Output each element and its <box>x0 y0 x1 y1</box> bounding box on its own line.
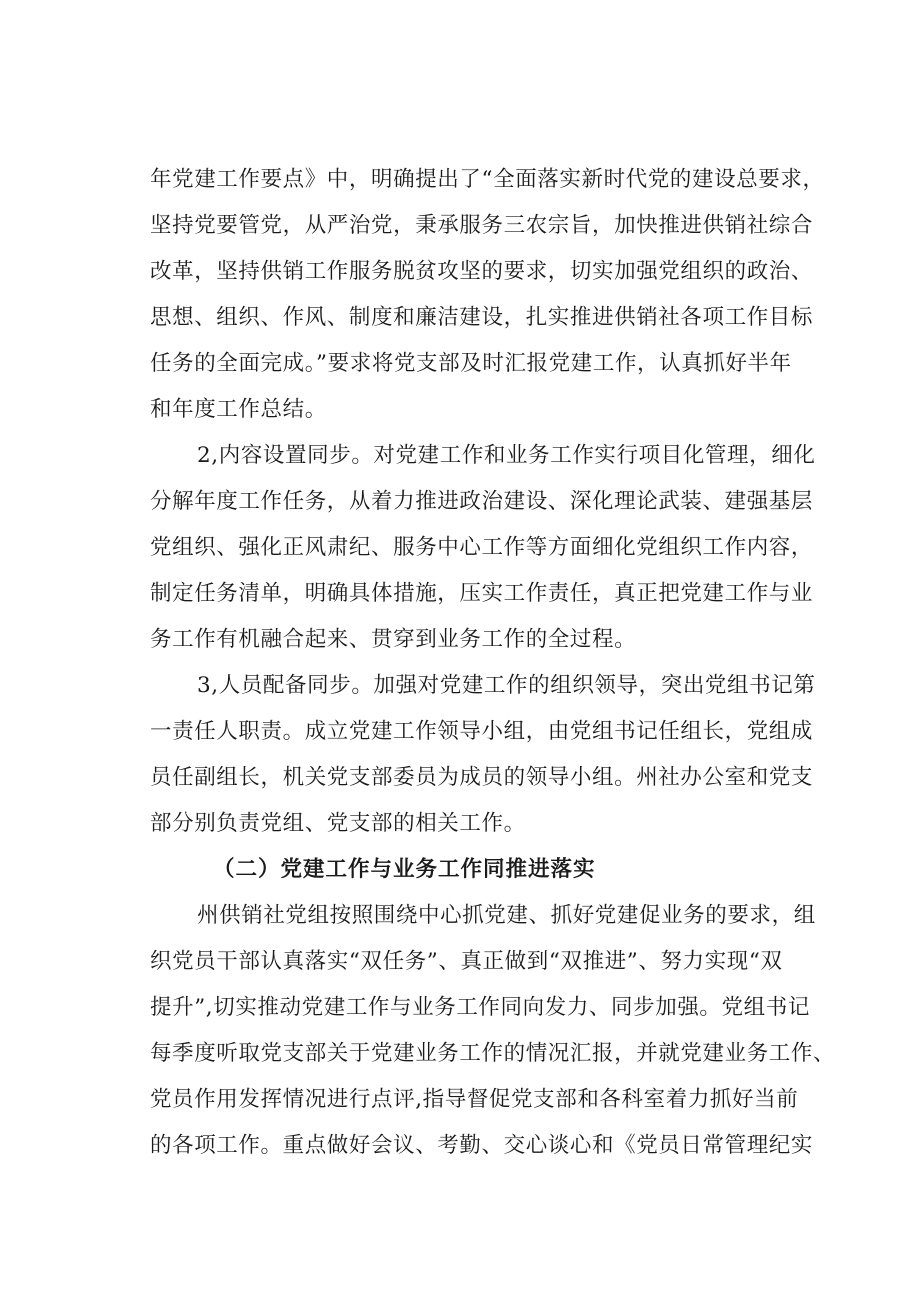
text-line: 员任副组长，机关党支部委员为成员的领导小组。州社办公室和党支 <box>150 765 814 790</box>
text-line: 提升”,切实推动党建工作与业务工作同向发力、同步加强。党组书记 <box>150 995 810 1020</box>
text-line: 每季度听取党支部关于党建业务工作的情况汇报，并就党建业务工作、 <box>150 1041 836 1066</box>
text-line: 州供销社党组按照围绕中心抓党建、抓好党建促业务的要求，组 <box>197 903 816 928</box>
section-heading: （二）党建工作与业务工作同推进落实 <box>213 857 596 882</box>
text-line: 部分别负责党组、党支部的相关工作。 <box>150 811 526 836</box>
text-line: 党组织、强化正风肃纪、服务中心工作等方面细化党组织工作内容， <box>150 535 814 560</box>
text-line: 改革，坚持供销工作服务脱贫攻坚的要求，切实加强党组织的政治、 <box>150 259 814 284</box>
text-line: 思想、组织、作风、制度和廉洁建设，扎实推进供销社各项工作目标 <box>150 305 814 330</box>
text-line: 任务的全面完成。”要求将党支部及时汇报党建工作，认真抓好半年 <box>150 351 792 376</box>
text-line: 2,内容设置同步。对党建工作和业务工作实行项目化管理，细化 <box>197 443 816 468</box>
text-line: 年党建工作要点》中，明确提出了“全面落实新时代党的建设总要求， <box>150 167 825 192</box>
text-line: 分解年度工作任务，从着力推进政治建设、深化理论武装、建强基层 <box>150 489 814 514</box>
text-line: 和年度工作总结。 <box>150 397 327 422</box>
text-line: 织党员干部认真落实“双任务”、真正做到“双推进”、努力实现“双 <box>150 949 783 974</box>
text-line: 一责任人职责。成立党建工作领导小组，由党组书记任组长，党组成 <box>150 719 814 744</box>
text-line: 的各项工作。重点做好会议、考勤、交心谈心和《党员日常管理纪实 <box>150 1133 814 1158</box>
text-line: 党员作用发挥情况进行点评,指导督促党支部和各科室着力抓好当前 <box>150 1087 799 1112</box>
text-line: 制定任务清单，明确具体措施，压实工作责任，真正把党建工作与业 <box>150 581 814 606</box>
text-line: 务工作有机融合起来、贯穿到业务工作的全过程。 <box>150 627 637 652</box>
text-line: 坚持党要管党，从严治党，秉承服务三农宗旨，加快推进供销社综合 <box>150 213 814 238</box>
text-line: 3,人员配备同步。加强对党建工作的组织领导，突出党组书记第 <box>197 673 816 698</box>
